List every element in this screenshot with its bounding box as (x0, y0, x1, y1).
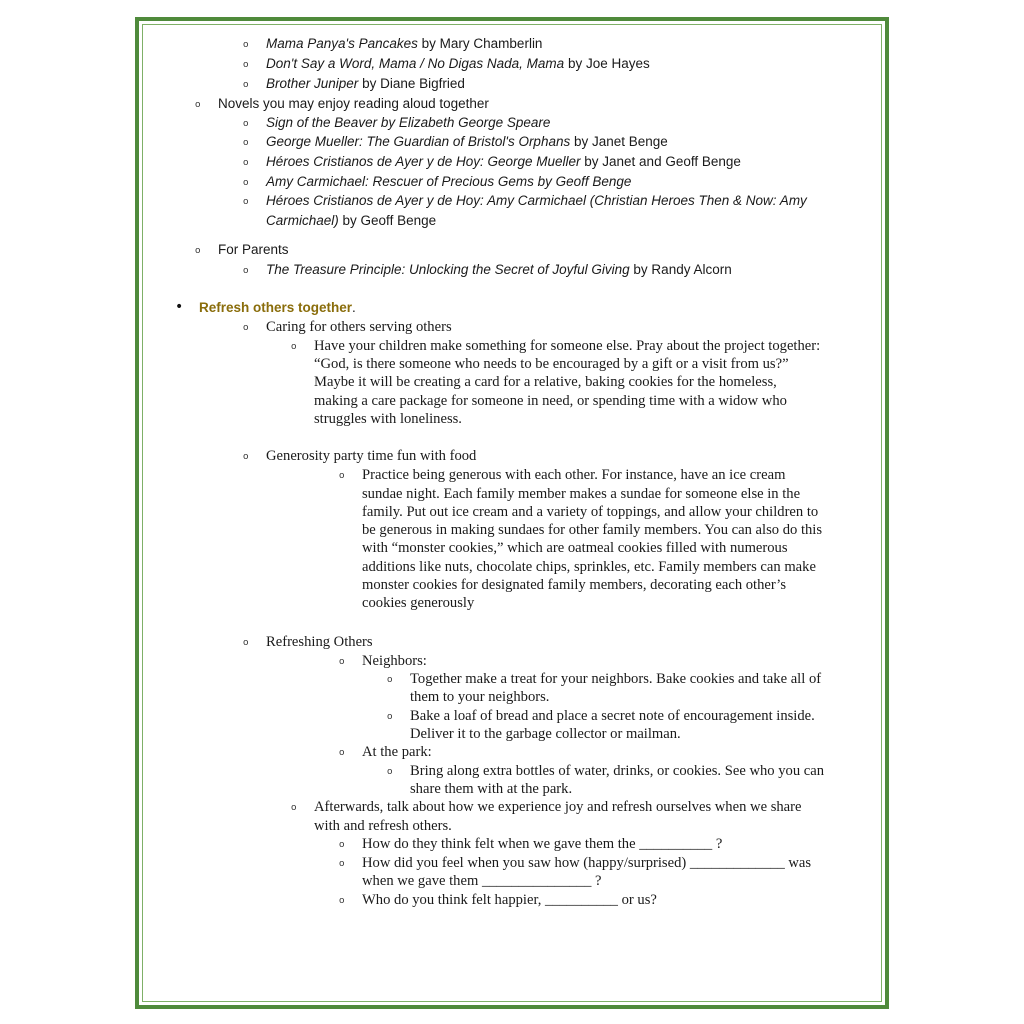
novel-item (266, 174, 631, 189)
paragraph-line: be generous in making sundaes for other family members. You can also do this (362, 522, 823, 538)
book-item (266, 76, 465, 91)
paragraph-line: Deliver it to the garbage collector or mailman. (410, 726, 681, 742)
paragraph-line: additions like nuts, chocolate chips, sprinkles, etc. Family members can make (362, 559, 816, 575)
paragraph-line: Afterwards, talk about how we experience joy and refresh ourselves when we share (314, 799, 802, 815)
novel-title: Héroes Cristianos de Ayer y de Hoy: George Mueller (266, 154, 581, 169)
novel-title: Sign of the Beaver by Elizabeth George Speare (266, 115, 551, 130)
paragraph-line: with “monster cookies,” which are oatmeal cookies filled with numerous (362, 540, 788, 556)
circle-bullet-icon: o (243, 138, 249, 148)
circle-bullet-icon: o (339, 840, 345, 850)
novel-title: Carmichael) (266, 213, 339, 228)
neighbors-label: Neighbors: (362, 653, 427, 669)
circle-bullet-icon: o (387, 675, 393, 685)
circle-bullet-icon: o (291, 803, 297, 813)
novel-author: by Janet and Geoff Benge (580, 154, 741, 169)
book-item (266, 36, 542, 51)
question-line: How do they think felt when we gave them the __________ ? (362, 836, 723, 852)
circle-bullet-icon: o (339, 471, 345, 481)
circle-bullet-icon: o (243, 178, 249, 188)
book-author: by Randy Alcorn (629, 262, 732, 277)
paragraph-line: Have your children make something for someone else. Pray about the project together: (314, 338, 821, 354)
novel-item (266, 154, 741, 169)
paragraph-line: Bring along extra bottles of water, drinks, or cookies. See who you can (410, 763, 825, 779)
generosity-header: Generosity party time fun with food (266, 448, 477, 464)
book-author: by Joe Hayes (564, 56, 650, 71)
parents-header: For Parents (218, 242, 289, 257)
bullet-dot-icon: • (175, 299, 184, 315)
section-heading (199, 300, 356, 315)
question-line: How did you feel when you saw how (happy/surprised) _____________ was (362, 855, 812, 871)
circle-bullet-icon: o (243, 452, 249, 462)
circle-bullet-icon: o (243, 323, 249, 333)
book-author: by Diane Bigfried (358, 76, 465, 91)
circle-bullet-icon: o (243, 638, 249, 648)
paragraph-line: monster cookies for designated family members, decorating each other’s (362, 577, 787, 593)
novel-item (266, 193, 807, 208)
caring-header: Caring for others serving others (266, 319, 452, 335)
book-title: The Treasure Principle: Unlocking the Secret of Joyful Giving (266, 262, 630, 277)
circle-bullet-icon: o (195, 246, 201, 256)
paragraph-line: family. Put out ice cream and a variety of toppings, and allow your children to (362, 504, 819, 520)
circle-bullet-icon: o (387, 712, 393, 722)
circle-bullet-icon: o (243, 60, 249, 70)
book-author: by Mary Chamberlin (417, 36, 543, 51)
novel-title: Amy Carmichael: Rescuer of Precious Gems by Geoff Benge (266, 174, 632, 189)
paragraph-line: Together make a treat for your neighbors. Bake cookies and take all of (410, 671, 822, 687)
book-item (266, 56, 650, 71)
parents-book-item (266, 262, 732, 277)
paragraph-line: Bake a loaf of bread and place a secret note of encouragement inside. (410, 708, 815, 724)
novel-author: by Janet Benge (570, 134, 668, 149)
circle-bullet-icon: o (243, 158, 249, 168)
novel-item (266, 134, 668, 149)
circle-bullet-icon: o (387, 767, 393, 777)
novel-item (266, 115, 550, 130)
circle-bullet-icon: o (291, 342, 297, 352)
circle-bullet-icon: o (243, 119, 249, 129)
circle-bullet-icon: o (243, 80, 249, 90)
circle-bullet-icon: o (243, 197, 249, 207)
novels-header: Novels you may enjoy reading aloud together (218, 96, 489, 111)
book-title: Brother Juniper (266, 76, 359, 91)
circle-bullet-icon: o (339, 657, 345, 667)
paragraph-line: with and refresh others. (314, 818, 452, 834)
novel-title: George Mueller: The Guardian of Bristol's Orphans (266, 134, 571, 149)
question-line: Who do you think felt happier, __________ or us? (362, 892, 657, 908)
circle-bullet-icon: o (339, 748, 345, 758)
paragraph-line: Maybe it will be creating a card for a relative, baking cookies for the homeless, (314, 374, 777, 390)
refreshing-header: Refreshing Others (266, 634, 373, 650)
paragraph-line: making a care package for someone in need, or spending time with a widow who (314, 393, 787, 409)
paragraph-line: them to your neighbors. (410, 689, 550, 705)
circle-bullet-icon: o (195, 100, 201, 110)
park-label: At the park: (362, 744, 432, 760)
question-line: when we gave them _______________ ? (362, 873, 602, 889)
circle-bullet-icon: o (339, 859, 345, 869)
paragraph-line: share them with at the park. (410, 781, 573, 797)
circle-bullet-icon: o (243, 40, 249, 50)
section-heading-text: Refresh others together (199, 300, 353, 315)
circle-bullet-icon: o (339, 896, 345, 906)
paragraph-line: cookies generously (362, 595, 475, 611)
paragraph-line: “God, is there someone who needs to be encouraged by a gift or a visit from us?” (314, 356, 789, 372)
circle-bullet-icon: o (243, 266, 249, 276)
section-heading-period: . (352, 300, 356, 315)
paragraph-line: Practice being generous with each other. For instance, have an ice cream (362, 467, 786, 483)
book-title: Don't Say a Word, Mama / No Digas Nada, Mama (266, 56, 565, 71)
paragraph-line: sundae night. Each family member makes a sundae for someone else in the (362, 486, 801, 502)
book-title: Mama Panya's Pancakes (266, 36, 418, 51)
paragraph-line: struggles with loneliness. (314, 411, 462, 427)
novel-title: Héroes Cristianos de Ayer y de Hoy: Amy Carmichael (Christian Heroes Then & Now: Amy (266, 193, 807, 208)
novel-item-continued (266, 213, 436, 228)
novel-author: by Geoff Benge (338, 213, 437, 228)
